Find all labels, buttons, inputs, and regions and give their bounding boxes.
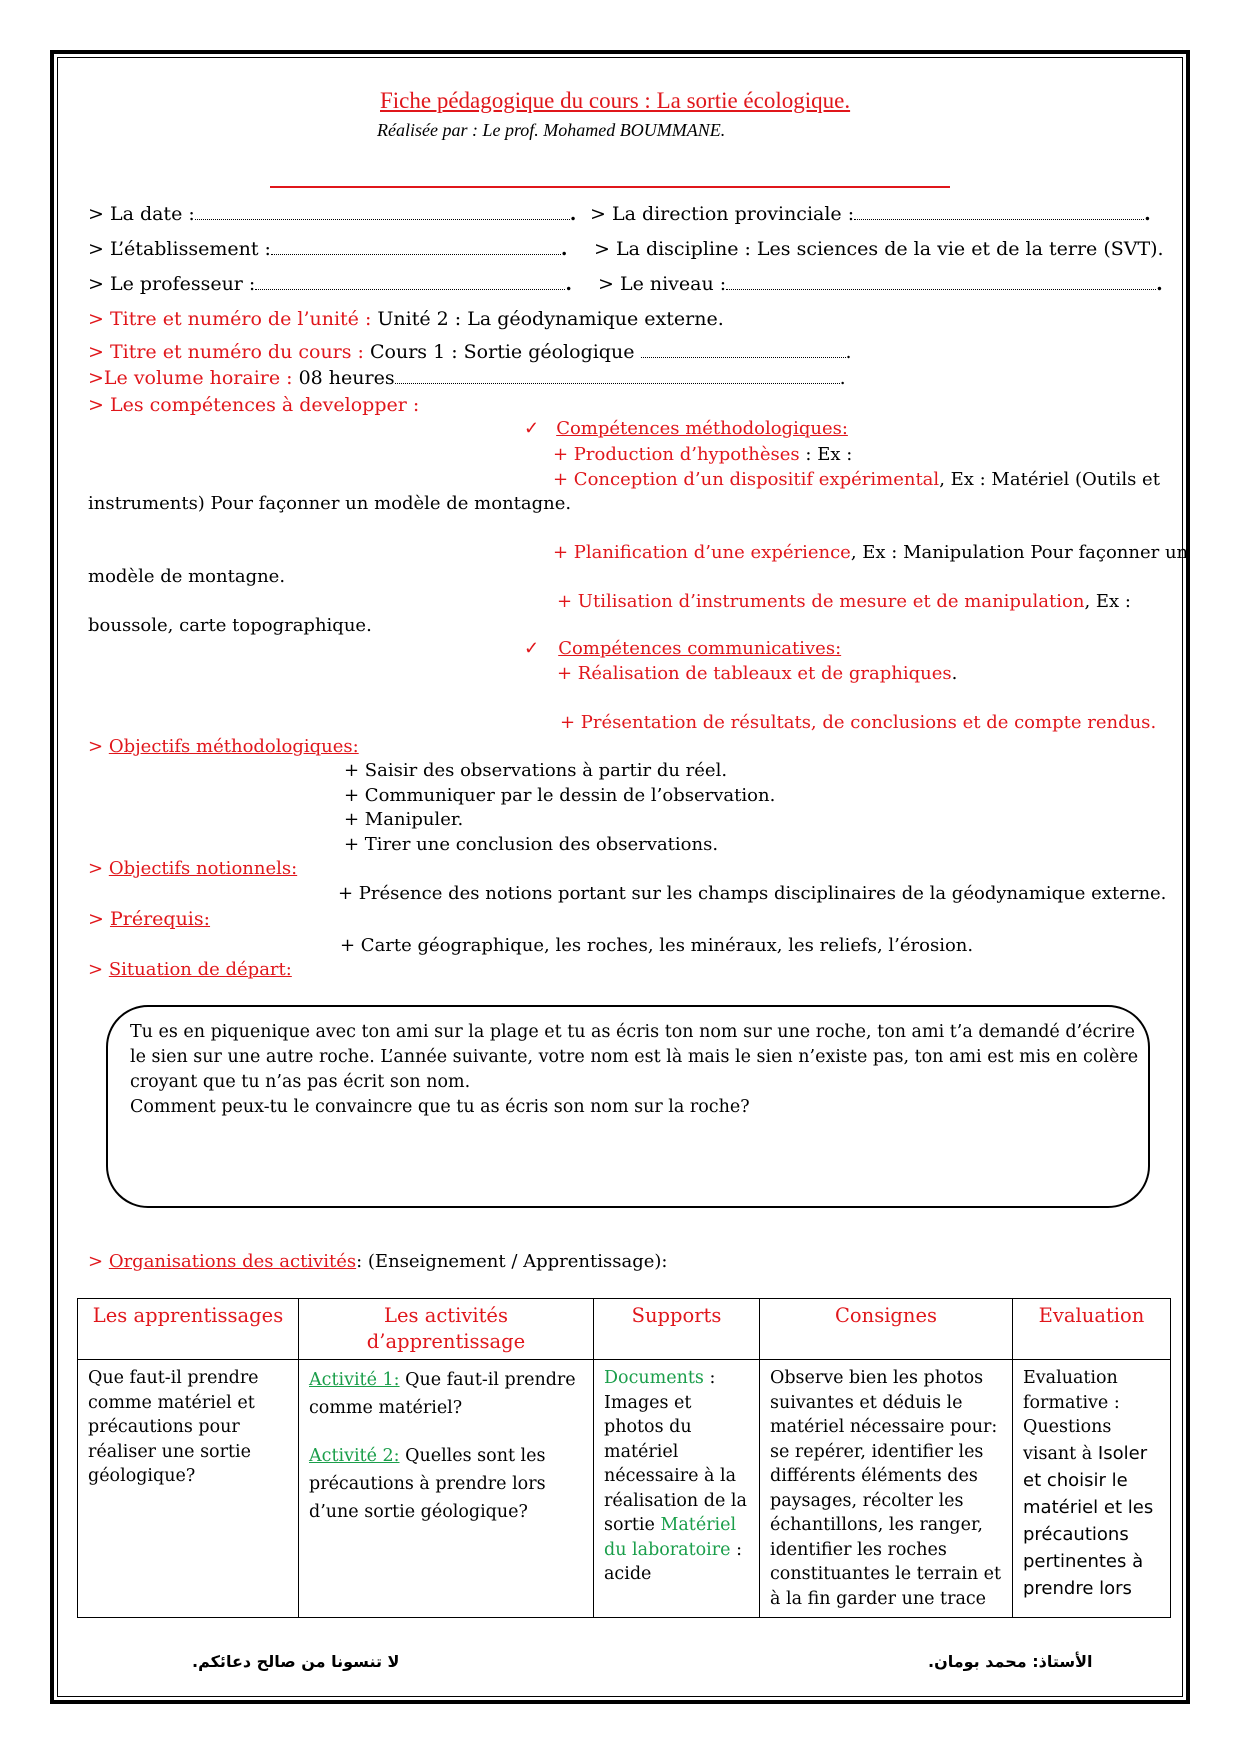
table-header-row xyxy=(78,1299,1171,1360)
comm-competences-heading: ✓ Compétences communicatives: xyxy=(524,638,842,659)
direction-field: > La direction provinciale : . xyxy=(590,203,1151,225)
checkmark-icon: ✓ xyxy=(524,638,540,659)
unite-field: > Titre et numéro de l’unité : Unité 2 : La géodynamique externe. xyxy=(88,308,724,330)
production-item: + Production d’hypothèses : Ex : xyxy=(553,444,853,465)
header-evaluation: Evaluation xyxy=(1013,1299,1171,1360)
apprentissage-cell: Que faut-il prendre comme matériel et précautions pour réaliser une sortie géologique? xyxy=(78,1360,299,1618)
objectif-methodo-item: + Manipuler. xyxy=(344,809,464,830)
activity-1: Activité 1: Que faut-il prendre comme matériel? xyxy=(309,1370,576,1418)
consignes-cell: Observe bien les photos suivantes et déduis le matériel nécessaire pour: se repérer, identifier les différents éléments des paysages, récolter les échantillons, les ranger, identifier les roches constituantes le terrain et à la fin garder une trace xyxy=(760,1360,1013,1618)
objectifs-methodo-label: > Objectifs méthodologiques: xyxy=(88,736,359,757)
table-row xyxy=(78,1360,1171,1618)
document-title: Fiche pédagogique du cours : La sortie écologique. xyxy=(380,88,851,113)
objectif-notionnel-item: + Présence des notions portant sur les champs disciplinaires de la géodynamique externe. xyxy=(338,883,1167,904)
activites-cell xyxy=(299,1360,594,1618)
etablissement-field: > L’établissement : . xyxy=(88,238,568,260)
utilisation-example: boussole, carte topographique. xyxy=(88,615,372,636)
evaluation-cell: Evaluation formative : Questions visant à Isoler et choisir le matériel et les précautions pertinentes à prendre lors xyxy=(1013,1360,1171,1618)
supports-cell: Documents : Images et photos du matériel nécessaire à la réalisation de la sortie Matériel du laboratoire : acide xyxy=(594,1360,760,1618)
planification-item: + Planification d’une expérience, Ex : Manipulation Pour façonner un xyxy=(553,542,1189,563)
professeur-field: > Le professeur : . xyxy=(88,273,572,295)
footer-right-arabic: الأستاذ: محمد بومان. xyxy=(928,1652,1093,1671)
niveau-field: > Le niveau : . xyxy=(598,273,1163,295)
objectif-methodo-item: + Communiquer par le dessin de l’observation. xyxy=(344,785,776,806)
methodo-competences-heading: ✓ Compétences méthodologiques: xyxy=(524,418,848,439)
header-apprentissages: Les apprentissages xyxy=(78,1299,299,1360)
conception-example: instruments) Pour façonner un modèle de montagne. xyxy=(88,493,572,514)
situation-label: > Situation de départ: xyxy=(88,959,292,980)
footer-left-arabic: لا تنسونا من صالح دعائكم. xyxy=(192,1652,400,1671)
prerequis-item: + Carte géographique, les roches, les minéraux, les reliefs, l’érosion. xyxy=(340,935,974,956)
checkmark-icon: ✓ xyxy=(524,418,540,439)
conception-item: + Conception d’un dispositif expérimental, Ex : Matériel (Outils et xyxy=(553,469,1160,490)
prerequis-label: > Prérequis: xyxy=(88,908,211,930)
cours-field: > Titre et numéro du cours : Cours 1 : Sortie géologique . xyxy=(88,341,852,363)
competences-label: > Les compétences à developper : xyxy=(88,394,420,416)
activity-2: Activité 2: Quelles sont les précautions à prendre lors d’une sortie géologique? xyxy=(309,1446,546,1522)
situation-text: Tu es en piquenique avec ton ami sur la plage et tu as écris ton nom sur une roche, ton ami t’a demandé d’écrire le sien sur une autre roche. L’année suivante, votre nom est là mais le sien n’existe pas, ton ami est mis en colère croyant que tu n’as pas écrit son nom. Comment peux-tu le convaincre que tu as écris son nom sur la roche? xyxy=(130,1022,1139,1117)
author-line: Réalisée par : Le prof. Mohamed BOUMMANE. xyxy=(377,120,726,140)
discipline-field: > La discipline : Les sciences de la vie et de la terre (SVT). xyxy=(594,238,1164,260)
date-field: > La date : . xyxy=(88,203,577,225)
header-consignes: Consignes xyxy=(760,1299,1013,1360)
organisation-label: > Organisations des activités: (Enseignement / Apprentissage): xyxy=(88,1251,668,1272)
volume-field: >Le volume horaire : 08 heures . xyxy=(88,367,846,389)
objectif-methodo-item: + Saisir des observations à partir du réel. xyxy=(344,760,728,781)
header-activites: Les activités d’apprentissage xyxy=(299,1299,594,1360)
utilisation-item: + Utilisation d’instruments de mesure et de manipulation, Ex : xyxy=(557,591,1131,612)
realisation-item: + Réalisation de tableaux et de graphiques. xyxy=(557,663,958,684)
objectifs-notionnels-label: > Objectifs notionnels: xyxy=(88,858,298,879)
objectif-methodo-item: + Tirer une conclusion des observations. xyxy=(344,834,719,855)
header-separator xyxy=(270,186,950,188)
presentation-item: + Présentation de résultats, de conclusions et de compte rendus. xyxy=(560,712,1157,733)
planification-example: modèle de montagne. xyxy=(88,566,286,587)
activities-table xyxy=(77,1298,1171,1618)
header-supports: Supports xyxy=(594,1299,760,1360)
